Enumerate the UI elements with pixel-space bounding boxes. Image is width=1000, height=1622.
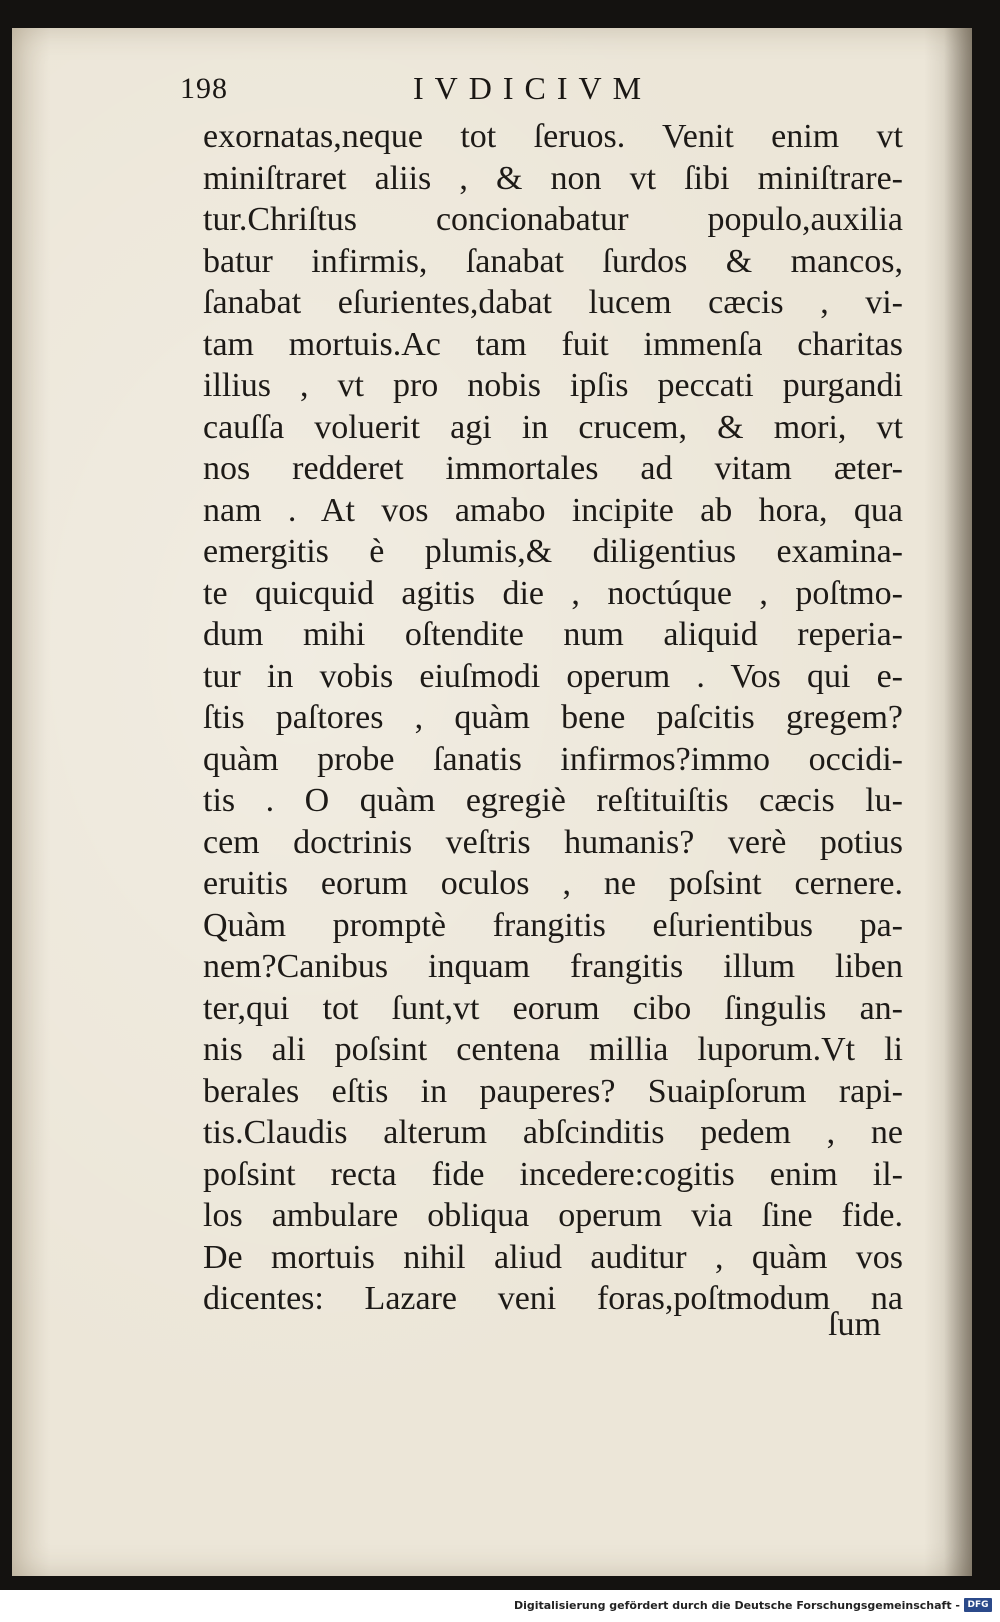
text-line: cem doctrinis veſtris humanis? verè potius	[203, 823, 903, 861]
text-line: tis . O quàm egregiè reſtituiſtis cæcis lu-	[203, 782, 903, 819]
digitization-footer	[0, 1590, 1000, 1622]
text-line: cauſſa voluerit agi in crucem, & mori, vt	[203, 408, 903, 446]
text-line: nis ali poſsint centena millia luporum.Vt li	[203, 1031, 903, 1068]
text-line: emergitis è plumis,& diligentius examina-	[203, 533, 903, 570]
text-line: te quicquid agitis die , noctúque , poſtmo-	[203, 574, 903, 612]
running-title: IVDICIVM	[413, 70, 653, 106]
text-line: miniſtraret aliis , & non vt ſibi miniſtrare-	[203, 159, 903, 197]
text-line: ſtis paſtores , quàm bene paſcitis gregem?	[203, 699, 903, 736]
text-line: tis.Claudis alterum abſcinditis pedem , ne	[203, 1114, 903, 1151]
text-line: tur.Chriſtus concionabatur populo,auxilia	[203, 201, 903, 238]
page-gutter-shadow	[944, 28, 972, 1576]
page-number: 198	[180, 72, 228, 105]
text-line: poſsint recta fide incedere:cogitis enim il-	[203, 1155, 903, 1193]
text-line: ſanabat eſurientes,dabat lucem cæcis , vi-	[203, 284, 903, 321]
text-line: nam . At vos amabo incipite ab hora, qua	[203, 491, 903, 529]
text-line: nem?Canibus inquam frangitis illum liben	[203, 948, 903, 985]
text-line: illius , vt pro nobis ipſis peccati purgandi	[203, 367, 903, 404]
text-line: eruitis eorum oculos , ne poſsint cernere.	[203, 865, 903, 902]
running-head	[168, 52, 888, 106]
text-line: tam mortuis.Ac tam fuit immenſa charitas	[203, 325, 903, 363]
text-line: los ambulare obliqua operum via ſine fide.	[203, 1197, 903, 1234]
text-line: berales eſtis in pauperes? Suaipſorum rapi-	[203, 1072, 903, 1110]
catchword: ſum	[828, 1306, 881, 1343]
text-line: dum mihi oſtendite num aliquid reperia-	[203, 616, 903, 653]
text-line: Quàm promptè frangitis eſurientibus pa-	[203, 906, 903, 944]
text-line: quàm probe ſanatis infirmos?immo occidi-	[203, 740, 903, 778]
text-line: tur in vobis eiuſmodi operum . Vos qui e-	[203, 657, 903, 695]
text-line: dicentes: Lazare veni foras,poſtmodum na	[203, 1280, 903, 1317]
dfg-logo-icon: DFG	[964, 1598, 992, 1612]
text-line: ter,qui tot ſunt,vt eorum cibo ſingulis an-	[203, 989, 903, 1027]
body-text	[203, 116, 903, 1320]
text-line: De mortuis nihil aliud auditur , quàm vos	[203, 1238, 903, 1276]
text-line: batur infirmis, ſanabat ſurdos & mancos,	[203, 242, 903, 280]
text-line: exornatas,neque tot ſeruos. Venit enim vt	[203, 118, 903, 155]
text-line: nos redderet immortales ad vitam æter-	[203, 450, 903, 487]
funding-credit: Digitalisierung gefördert durch die Deutsche Forschungsgemeinschaft -	[513, 1599, 960, 1612]
